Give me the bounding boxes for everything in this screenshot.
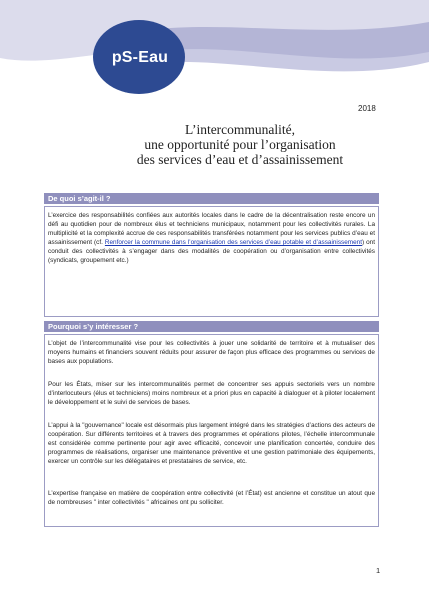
ps-eau-logo: pS-Eau <box>111 49 169 66</box>
page-number: 1 <box>376 566 381 575</box>
header-band <box>0 0 429 110</box>
paragraph-expertise: L’expertise française en matière de coopération entre collectivité (et l’État) est ancienne et constitue un atout que de nombreuses " inter collectivités " africaines ont pu solliciter. <box>48 490 375 506</box>
reinforce-commune-link[interactable]: Renforcer la commune dans l’organisation des services d’eau potable et d’assainissement <box>104 239 362 246</box>
paragraph-objective: L’objet de l’intercommunalité vise pour les collectivités à jouer une solidarité de territoire et à mutualiser des moyens humains et financiers souvent réduits pour assurer de façon plus efficace des programmes ou services de bases aux populations. <box>48 340 375 365</box>
paragraph-text: ) ont conduit des collectivités à s’engager dans des modalités de coopération ou d’organisation entre collectivités (syndicats, groupement etc.) <box>48 239 375 264</box>
section-heading-why: Pourquoi s’y intéresser ? <box>44 321 379 332</box>
paragraph-governance: L’appui à la "gouvernance" locale est désormais plus largement intégré dans les stratégies d’actions des acteurs de coopération. Sur différents territoires et à travers des programmes et opérations pilotes, l’échelle intercommunale est considérée comme pertinente pour agir avec efficacité, concevoir une planification concertée, conduire des programmes de réalisations, organiser une maintenance préventive et une gestion patrimoniale des équipements, exercer un contrôle sur les délégataires et prestataires de service, etc. <box>48 422 375 465</box>
document-title <box>90 122 390 167</box>
paragraph-states: Pour les États, miser sur les intercommunalités permet de concentrer ses appuis sectoriels vers un nombre d’interlocuteurs (élus et techniciens) moins nombreux et a priori plus en capacité à dialoguer et à piloter localement le développement et le suivi de services de bases. <box>48 381 375 406</box>
section-heading-what: De quoi s’agit-il ? <box>44 193 379 204</box>
title-line: L’intercommunalité, <box>184 122 296 137</box>
document-year: 2018 <box>358 104 376 113</box>
title-line: des services d’eau et d’assainissement <box>136 152 344 167</box>
title-line: une opportunité pour l’organisation <box>144 137 336 152</box>
paragraph-what <box>48 211 375 265</box>
paragraph-text: L’exercice des responsabilités confiées aux autorités locales dans le cadre de la décentralisation reste encore un défi au quotidien pour de nombreux élus et techniciens municipaux, notamment pour les collectivités rurales. La multiplicité et la complexité accrue de ces responsabilités transférées notamment pour les services publics d’eau et assainissement (cf. <box>48 212 375 246</box>
